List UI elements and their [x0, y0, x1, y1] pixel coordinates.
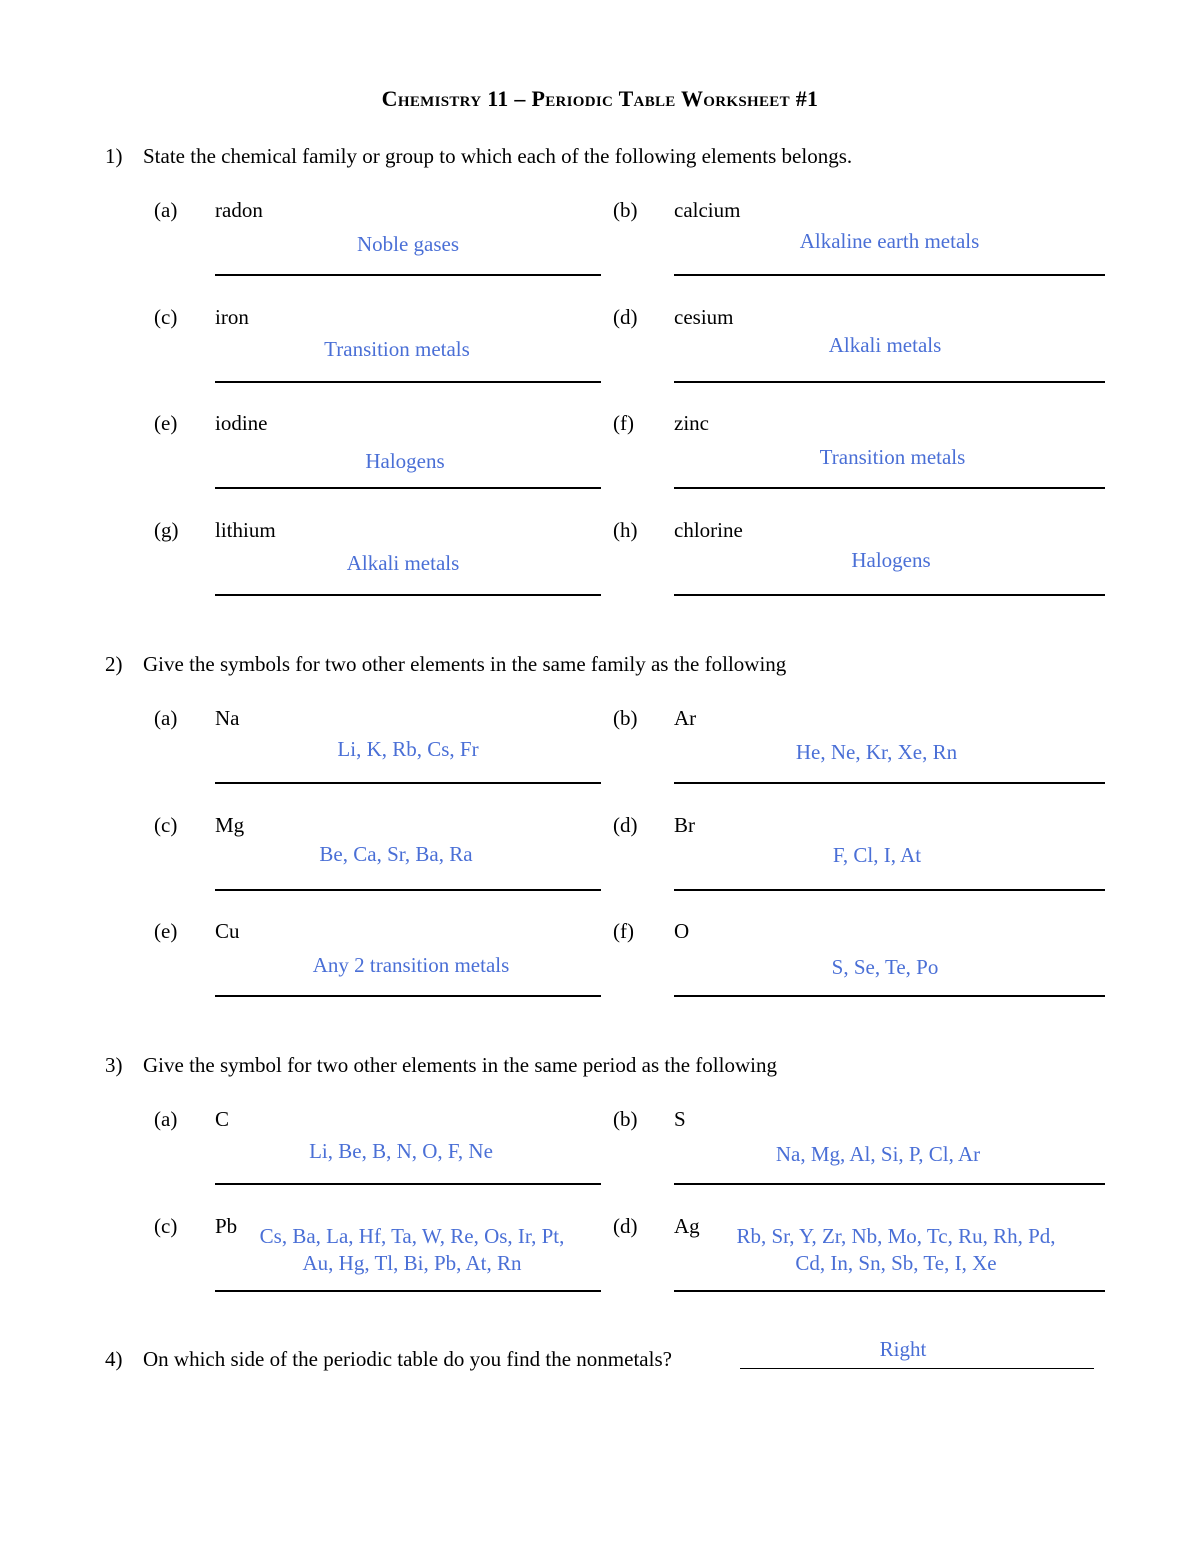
item-label: (g)	[154, 518, 179, 542]
item-prompt: S	[674, 1107, 686, 1131]
item-label: (e)	[154, 411, 178, 435]
item-label: (f)	[613, 919, 634, 943]
question-4	[105, 1347, 672, 1372]
answer-line	[740, 1368, 1094, 1369]
item-prompt: iron	[215, 305, 249, 329]
item-prompt: cesium	[674, 305, 734, 329]
item-prompt: calcium	[674, 198, 741, 222]
answer-field[interactable]: Transition metals	[324, 337, 470, 361]
item-label: (c)	[154, 813, 178, 837]
item-prompt: Na	[215, 706, 240, 730]
question-text: Give the symbol for two other elements in the same period as the following	[143, 1053, 777, 1077]
answer-line	[215, 889, 601, 891]
item-prompt: chlorine	[674, 518, 743, 542]
answer-line	[215, 381, 601, 383]
answer-field[interactable]: Li, Be, B, N, O, F, Ne	[309, 1139, 493, 1163]
item-prompt: lithium	[215, 518, 276, 542]
answer-field[interactable]: Right	[879, 1337, 927, 1361]
answer-field[interactable]: Halogens	[365, 449, 445, 473]
item-prompt: Ag	[674, 1214, 700, 1238]
answer-line	[674, 381, 1105, 383]
item-label: (b)	[613, 1107, 638, 1131]
answer-field[interactable]: Alkali metals	[346, 551, 460, 575]
question-text: On which side of the periodic table do you find the nonmetals?	[143, 1347, 672, 1371]
answer-line	[215, 1183, 601, 1185]
answer-field[interactable]: Li, K, Rb, Cs, Fr	[337, 737, 479, 761]
question-number: 1)	[105, 144, 123, 168]
item-prompt: zinc	[674, 411, 709, 435]
answer-line	[215, 1290, 601, 1292]
answer-field[interactable]: Halogens	[851, 548, 931, 572]
item-prompt: Cu	[215, 919, 240, 943]
question-number: 3)	[105, 1053, 123, 1077]
answer-line	[674, 594, 1105, 596]
item-label: (d)	[613, 305, 638, 329]
item-label: (d)	[613, 813, 638, 837]
answer-line	[674, 889, 1105, 891]
item-prompt: radon	[215, 198, 263, 222]
item-prompt: Mg	[215, 813, 245, 837]
answer-line	[215, 782, 601, 784]
item-label: (e)	[154, 919, 178, 943]
item-label: (f)	[613, 411, 634, 435]
worksheet-title: Chemistry 11 – Periodic Table Worksheet #1	[381, 86, 819, 111]
item-prompt: Ar	[674, 706, 697, 730]
answer-line	[215, 274, 601, 276]
item-label: (b)	[613, 706, 638, 730]
answer-line	[674, 995, 1105, 997]
answer-field[interactable]: Cs, Ba, La, Hf, Ta, W, Re, Os, Ir, Pt, Au, Hg, Tl, Bi, Pb, At, Rn	[259, 1224, 565, 1275]
item-label: (c)	[154, 305, 178, 329]
item-label: (h)	[613, 518, 638, 542]
answer-field[interactable]: Noble gases	[356, 232, 460, 256]
answer-line	[674, 782, 1105, 784]
item-label: (b)	[613, 198, 638, 222]
answer-field[interactable]: He, Ne, Kr, Xe, Rn	[795, 740, 958, 764]
answer-line	[215, 995, 601, 997]
answer-line	[674, 487, 1105, 489]
item-label: (a)	[154, 1107, 178, 1131]
question-3	[105, 1053, 777, 1078]
item-label: (a)	[154, 706, 178, 730]
answer-line	[674, 1183, 1105, 1185]
answer-line	[674, 1290, 1105, 1292]
answer-field[interactable]: Be, Ca, Sr, Ba, Ra	[319, 842, 473, 866]
item-label: (d)	[613, 1214, 638, 1238]
question-text: Give the symbols for two other elements in the same family as the following	[143, 652, 787, 676]
answer-field[interactable]: Alkaline earth metals	[799, 229, 980, 253]
answer-line	[674, 274, 1105, 276]
item-prompt: O	[674, 919, 690, 943]
question-number: 4)	[105, 1347, 123, 1371]
answer-field[interactable]: Na, Mg, Al, Si, P, Cl, Ar	[775, 1142, 981, 1166]
answer-field[interactable]: Any 2 transition metals	[312, 953, 510, 977]
question-number: 2)	[105, 652, 123, 676]
question-text: State the chemical family or group to which each of the following elements belongs.	[143, 144, 853, 168]
item-prompt: Pb	[215, 1214, 238, 1238]
answer-line	[215, 594, 601, 596]
answer-line	[215, 487, 601, 489]
question-2	[105, 652, 786, 677]
item-label: (c)	[154, 1214, 178, 1238]
item-prompt: Br	[674, 813, 695, 837]
answer-field[interactable]: Rb, Sr, Y, Zr, Nb, Mo, Tc, Ru, Rh, Pd, Cd, In, Sn, Sb, Te, I, Xe	[736, 1224, 1056, 1275]
answer-field[interactable]: Alkali metals	[828, 333, 942, 357]
question-1	[105, 144, 852, 169]
item-label: (a)	[154, 198, 178, 222]
item-prompt: iodine	[215, 411, 268, 435]
answer-field[interactable]: S, Se, Te, Po	[831, 955, 939, 979]
answer-field[interactable]: Transition metals	[819, 445, 966, 469]
answer-field[interactable]: F, Cl, I, At	[832, 843, 922, 867]
item-prompt: C	[215, 1107, 230, 1131]
